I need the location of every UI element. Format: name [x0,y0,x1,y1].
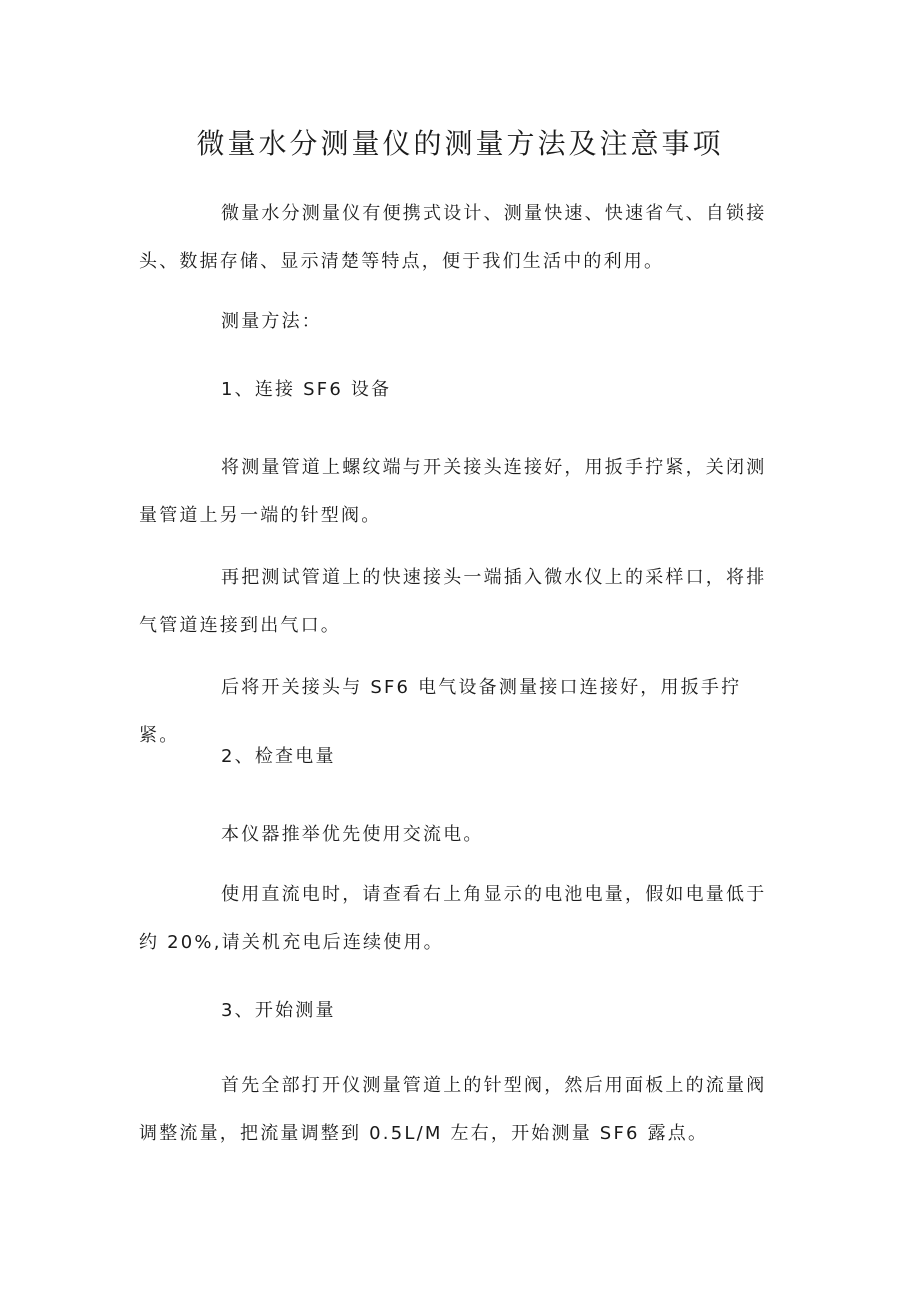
step1-paragraph-2: 再把测试管道上的快速接头一端插入微水仪上的采样口，将排气管道连接到出气口。 [139,567,767,636]
step2-paragraph-2: 使用直流电时，请查看右上角显示的电池电量，假如电量低于约 20%,请关机充电后连续使用。 [139,884,767,953]
step1-heading: 1、连接 SF6 设备 [221,379,392,400]
step3-paragraph-1: 首先全部打开仪测量管道上的针型阀，然后用面板上的流量阀调整流量，把流量调整到 0.5L/M 左右，开始测量 SF6 露点。 [139,1075,767,1144]
document-title: 微量水分测量仪的测量方法及注意事项 [196,127,724,160]
method-heading: 测量方法： [221,311,322,332]
step1-paragraph-1: 将测量管道上螺纹端与开关接头连接好，用扳手拧紧，关闭测量管道上另一端的针型阀。 [139,457,767,526]
step2-heading: 2、检查电量 [221,746,336,767]
step3-heading: 3、开始测量 [221,1000,336,1021]
step2-paragraph-1: 本仪器推举优先使用交流电。 [221,824,484,845]
step1-paragraph-3: 后将开关接头与 SF6 电气设备测量接口连接好，用扳手拧紧。 [139,677,742,746]
intro-paragraph: 微量水分测量仪有便携式设计、测量快速、快速省气、自锁接头、数据存储、显示清楚等特点，便于我们生活中的利用。 [139,203,767,272]
